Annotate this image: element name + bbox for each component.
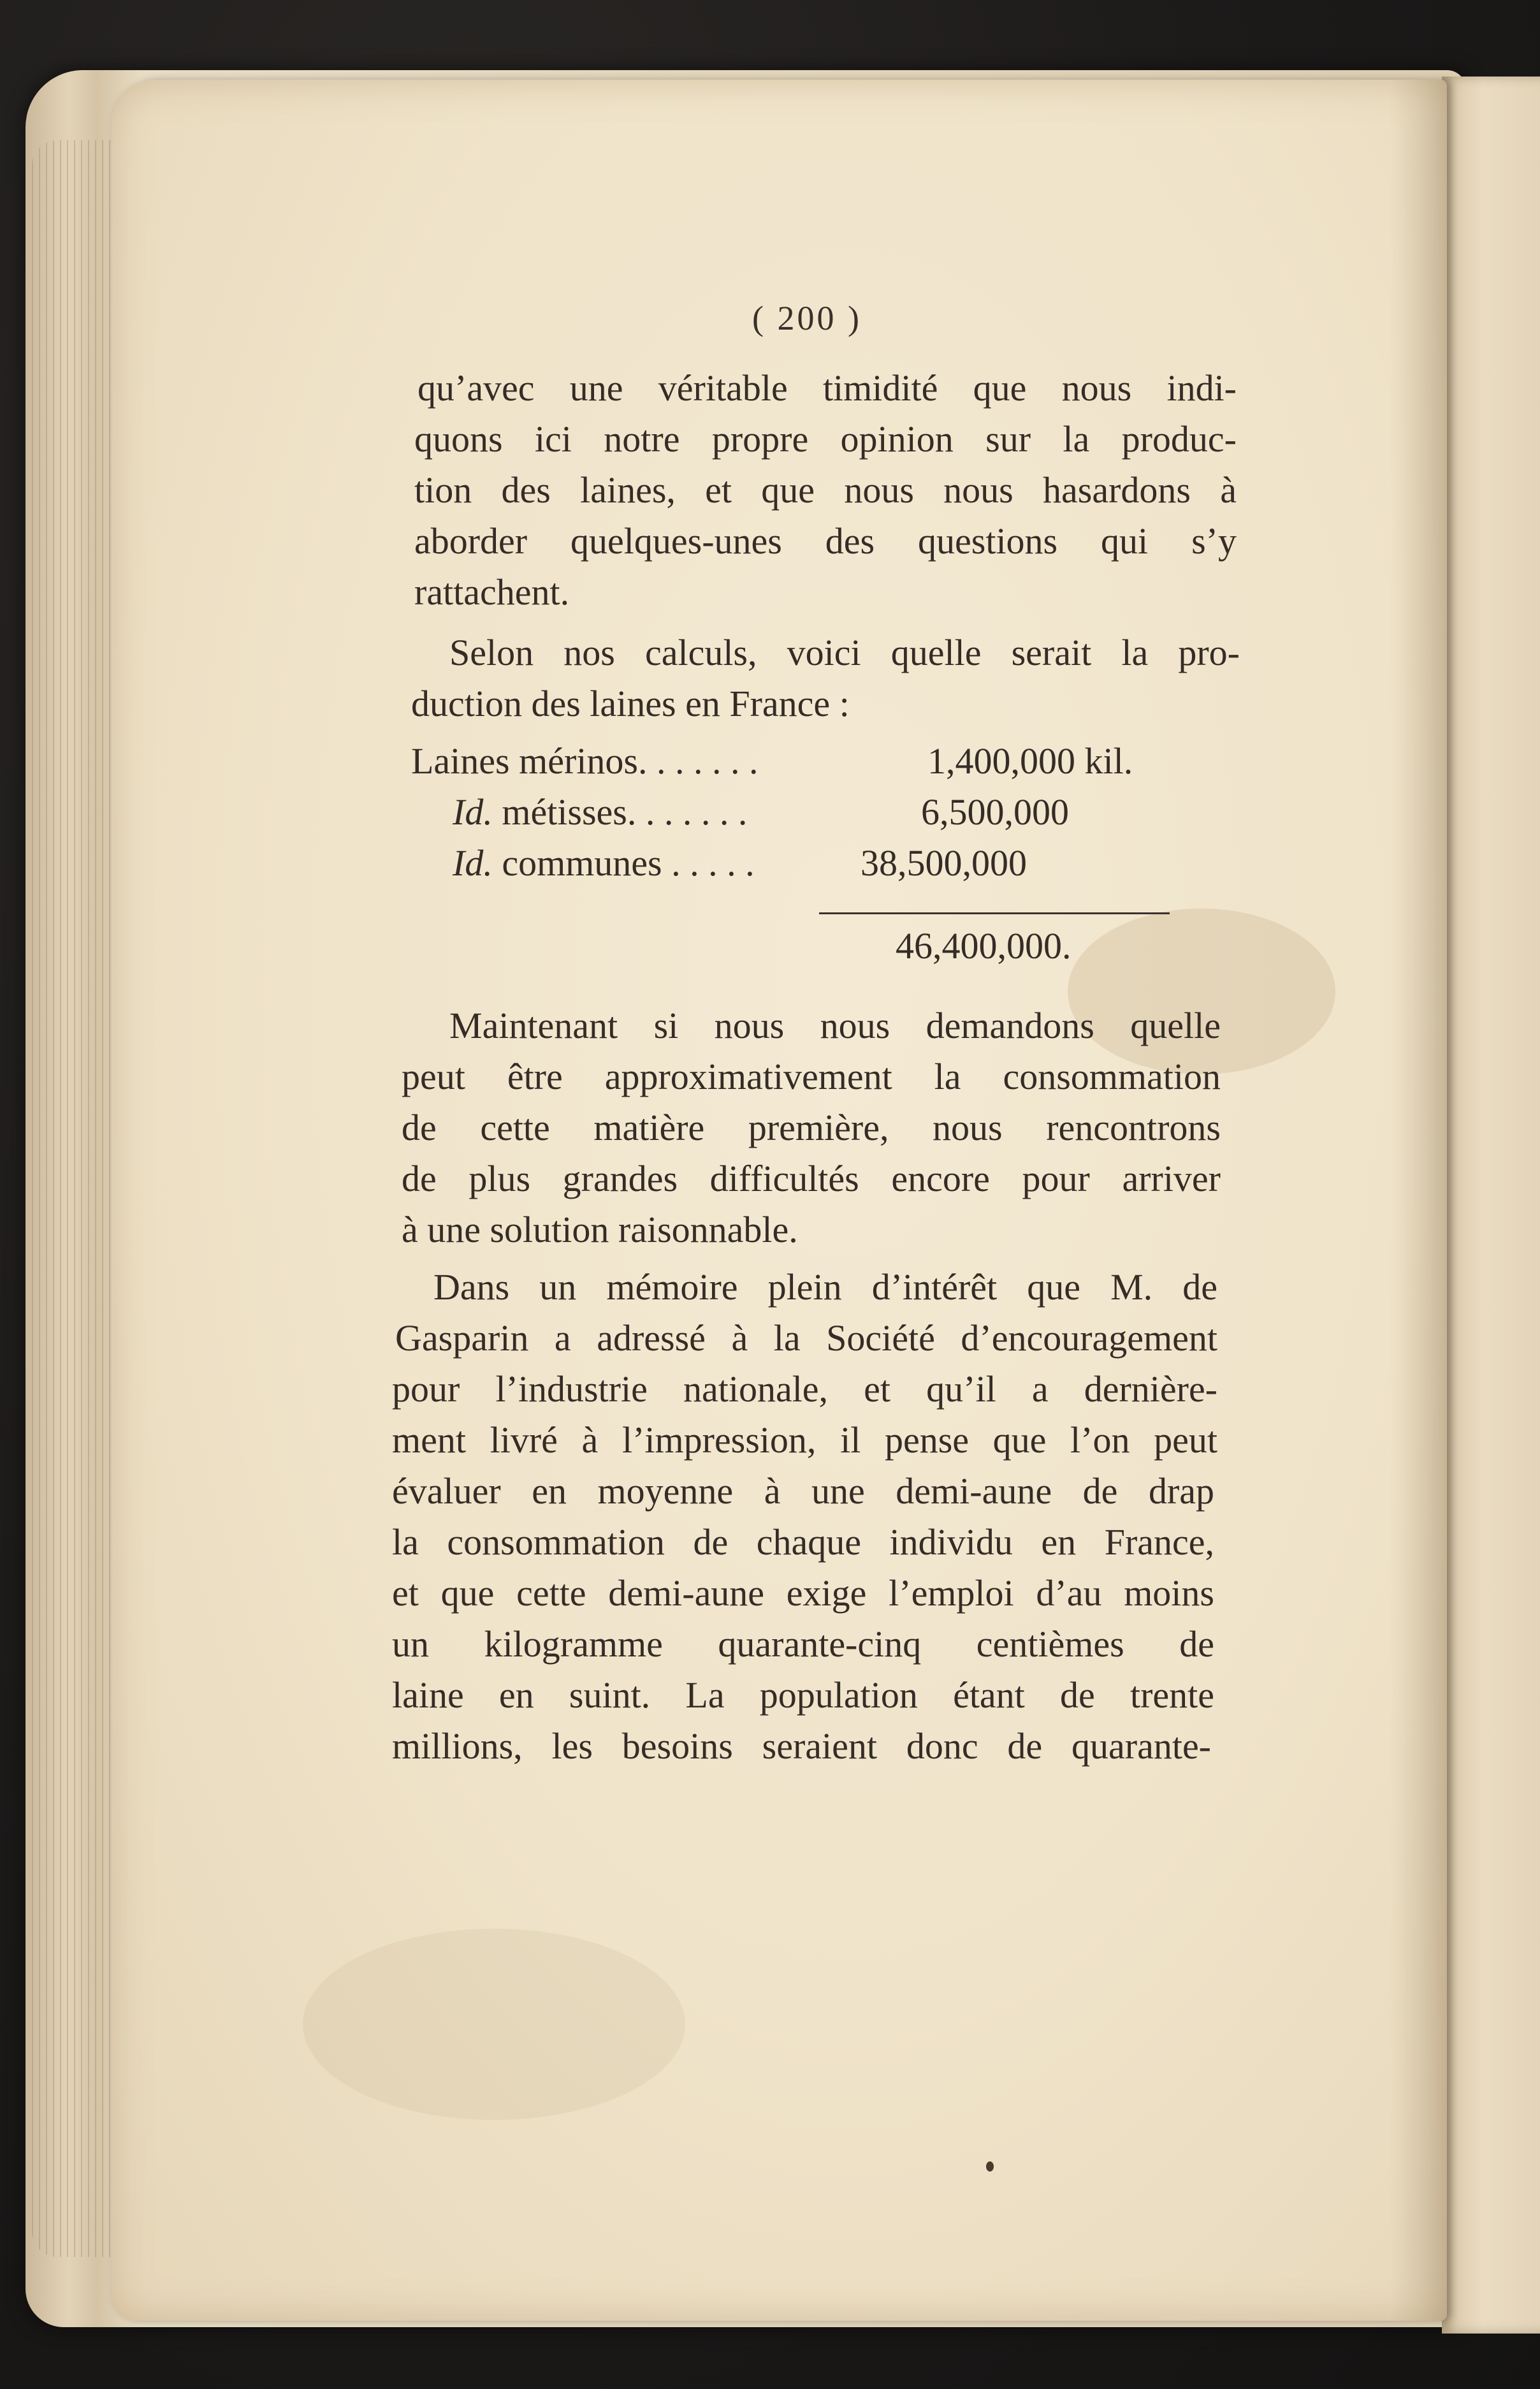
text-line: aborder quelques-unes des questions qui s’y <box>414 520 1237 562</box>
ledger-value: 1,400,000 kil. <box>927 740 1133 782</box>
ledger-value: 6,500,000 <box>921 791 1069 833</box>
ledger-label: Id. communes . . . . . <box>453 842 755 884</box>
text-line: quons ici notre propre opinion sur la produc- <box>414 418 1237 460</box>
ledger-label: Id. métisses. . . . . . . <box>453 791 748 833</box>
text-line: de plus grandes difficultés encore pour arriver <box>402 1158 1221 1199</box>
text-line: la consommation de chaque individu en France, <box>392 1521 1214 1563</box>
foxing-stain <box>303 1929 685 2120</box>
ledger-total: 46,400,000. <box>896 925 1071 967</box>
text-line: Dans un mémoire plein d’intérêt que M. de <box>433 1266 1217 1308</box>
text-line: peut être approximativement la consommation <box>402 1056 1221 1097</box>
text-line: Selon nos calculs, voici quelle serait la pro- <box>449 632 1240 673</box>
text-line: pour l’industrie nationale, et qu’il a dernière- <box>392 1368 1217 1410</box>
text-line: un kilogramme quarante-cinq centièmes de <box>392 1623 1214 1665</box>
text-line: qu’avec une véritable timidité que nous indi- <box>418 367 1237 409</box>
text-line: millions, les besoins seraient donc de quarante- <box>392 1725 1211 1767</box>
text-line: évaluer en moyenne à une demi-aune de drap <box>392 1470 1214 1512</box>
page-number: ( 200 ) <box>752 299 862 337</box>
ledger-label: Laines mérinos. . . . . . . <box>411 740 759 782</box>
text-line: tion des laines, et que nous nous hasardons à <box>414 469 1237 511</box>
text-line: à une solution raisonnable. <box>402 1209 798 1250</box>
sum-rule <box>819 912 1170 914</box>
ledger-value: 38,500,000 <box>861 842 1027 884</box>
text-line: Gasparin a adressé à la Société d’encouragement <box>395 1317 1217 1359</box>
text-line: ment livré à l’impression, il pense que l’on peut <box>392 1419 1217 1461</box>
text-line: de cette matière première, nous rencontrons <box>402 1107 1221 1148</box>
text-line: laine en suint. La population étant de trente <box>392 1674 1214 1716</box>
text-line: duction des laines en France : <box>411 683 850 724</box>
text-line: rattachent. <box>414 571 570 613</box>
gutter-shadow <box>1390 80 1447 2321</box>
text-line: et que cette demi-aune exige l’emploi d’au moins <box>392 1572 1214 1614</box>
facing-page-edge <box>1442 77 1540 2334</box>
text-line: Maintenant si nous nous demandons quelle <box>449 1005 1221 1046</box>
ink-speck <box>986 2161 994 2172</box>
